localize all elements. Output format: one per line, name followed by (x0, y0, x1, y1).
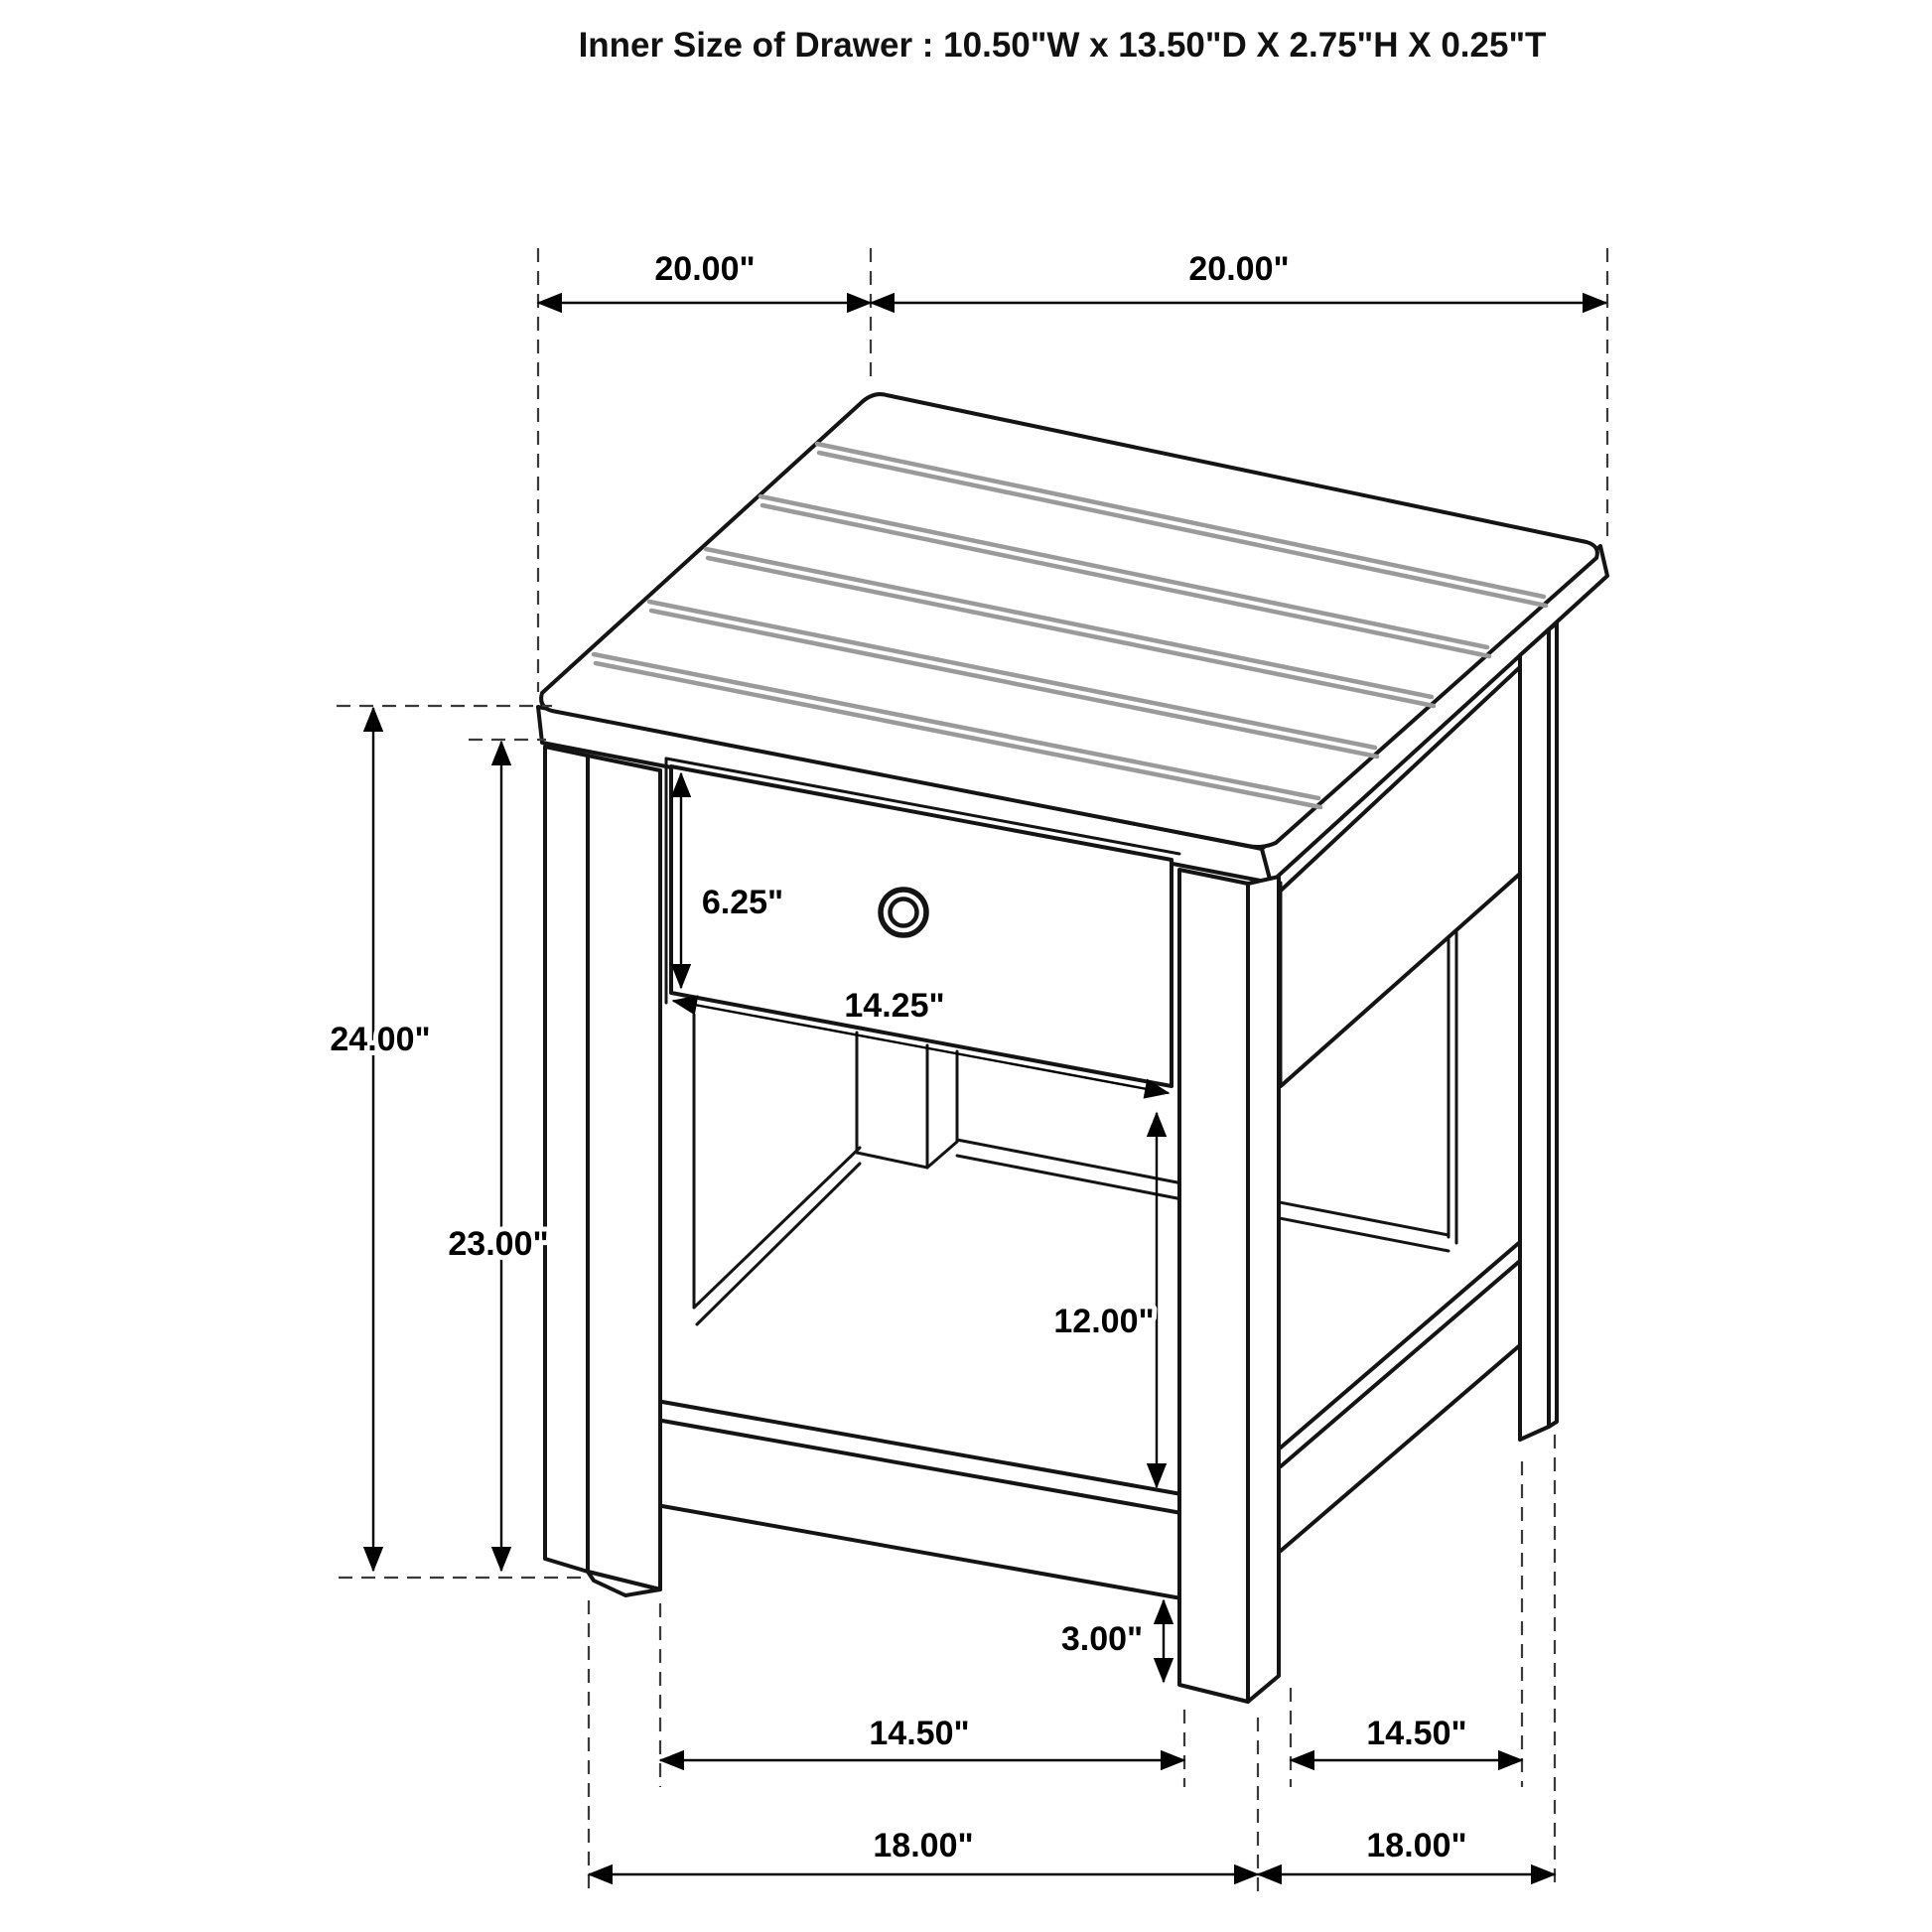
dimension-overall-height (330, 708, 430, 1571)
top-width-label: 20.00" (1188, 250, 1290, 288)
drawer-width-label: 14.25" (844, 987, 945, 1025)
overall-height-label: 24.00" (330, 1021, 431, 1058)
base-width-label: 18.00" (873, 1827, 974, 1864)
dimension-height-under-top (448, 742, 548, 1571)
dimension-front-leg-span (660, 1715, 1184, 1760)
front-leg (1179, 870, 1279, 1702)
dimension-base-width (589, 1827, 1258, 1874)
top-depth-label: 20.00" (654, 250, 756, 288)
right-leg (1520, 623, 1557, 1440)
drawer-height-label: 6.25" (701, 884, 784, 921)
height-under-top-label: 23.00" (448, 1225, 549, 1263)
shelf-clearance-label: 12.00" (1053, 1303, 1155, 1340)
base-depth-label: 18.00" (1366, 1827, 1467, 1864)
dimension-top-width (871, 250, 1606, 303)
front-leg-span-label: 14.50" (869, 1715, 970, 1752)
side-leg-span-label: 14.50" (1366, 1715, 1467, 1752)
dimension-top-depth (538, 250, 871, 303)
drawer-inner-size-title: Inner Size of Drawer : 10.50"W x 13.50"D X 2.75"H X 0.25"T (578, 26, 1547, 65)
lower-shelf (662, 1242, 1520, 1598)
left-leg (545, 747, 660, 1595)
dimension-base-depth (1258, 1827, 1555, 1874)
back-leg (857, 1033, 957, 1168)
dimension-floor-clearance (1061, 1600, 1164, 1682)
floor-clearance-label: 3.00" (1060, 1620, 1144, 1658)
drawer-knob (881, 890, 926, 935)
dimension-side-leg-span (1291, 1715, 1522, 1760)
